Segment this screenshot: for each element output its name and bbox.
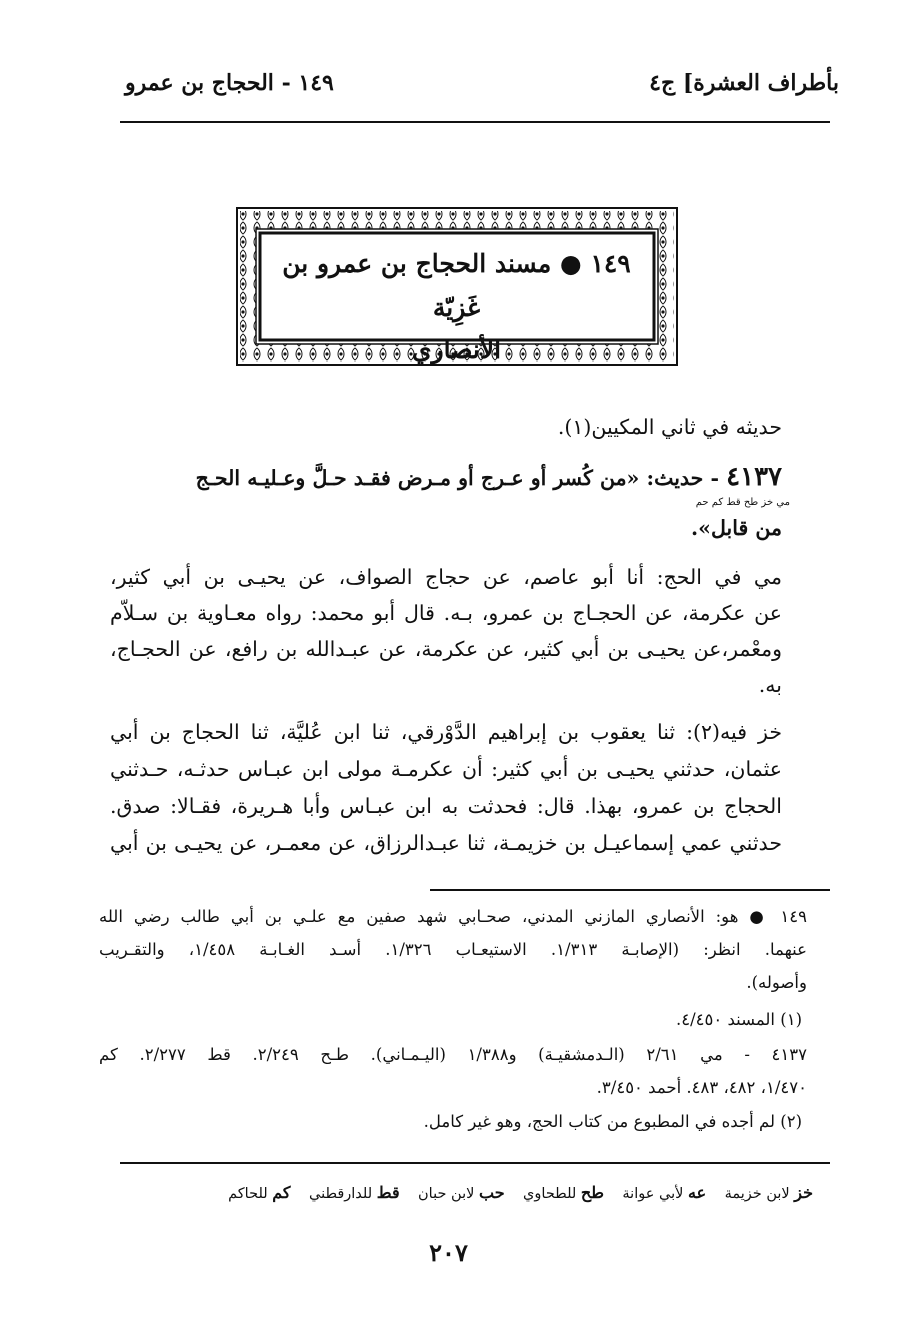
abbr-code: خز	[794, 1183, 813, 1202]
header-divider	[120, 121, 830, 123]
footnote-1: (١) المسند ٤/٤٥٠.	[675, 1010, 802, 1029]
footnote-line: وأصوله).	[746, 973, 807, 992]
paragraph-line: عثمان، حدثني يحيـى بن أبي كثير: أن عكرمـة مولى ابن عبـاس حدثـه، حـدثني	[110, 757, 782, 781]
hadith-text: - حديث: «من كُسر أو عـرج أو مـرض فقـد حـلَّ وعـليـه الحـج	[195, 466, 719, 490]
footnote-line: ١٤٩ ● هو: الأنصاري المازني المدني، صحـابي شهد صفين مع علـي بن أبي طالب رضي الله	[99, 907, 807, 926]
paragraph-line: خز فيه(٢): ثنا يعقوب بن إبراهيم الدَّوْرقي، ثنا ابن عُليَّة، ثنا الحجاج بن أبي	[110, 720, 783, 744]
abbr-code: عه	[688, 1183, 707, 1202]
abbr-text: لأبي عوانة	[622, 1186, 684, 1202]
paragraph-line: مي في الحج: أنا أبو عاصم، عن حجاج الصواف، عن يحيـى بن أبي كثير،	[110, 565, 782, 589]
intro-text: حديثه في ثاني المكيين(١).	[557, 415, 782, 439]
footnote-divider	[430, 889, 830, 891]
footnote-line: عنهما. انظر: (الإصابـة ١/٣١٣. الاستيعـاب ١/٣٢٦. أسـد الغـابـة ١/٤٥٨، والتقـريب	[99, 940, 808, 959]
footnote-2: (٢) لم أجده في المطبوع من كتاب الحج، وهو غير كامل.	[423, 1112, 802, 1131]
abbr-text: لابن خزيمة	[724, 1186, 790, 1202]
footnote-line: ٤١٣٧ - مي ٢/٦١ (الـدمشقيـة) و١/٣٨٨ (اليـمـاني). طـح ٢/٢٤٩. قط ٢/٢٧٧. كم	[99, 1045, 807, 1064]
abbr-code: حب	[479, 1183, 505, 1202]
section-title	[260, 234, 653, 364]
footnote-line: ١/٤٧٠، ٤٨٢، ٤٨٣. أحمد ٣/٤٥٠.	[596, 1078, 807, 1097]
running-header-book: بأطراف العشرة] ج٤	[649, 70, 839, 96]
paragraph-line: عن عكرمة، عن الحجـاج بن عمرو، بـه. قال أبو محمد: رواه معـاوية بن سـلاّم	[110, 601, 782, 625]
abbr-text: للحاكم	[228, 1186, 268, 1202]
paragraph-line: به.	[758, 673, 782, 697]
abbr-code: قط	[376, 1183, 400, 1202]
page-number: ٢٠٧	[429, 1238, 468, 1267]
abbreviation-key	[228, 1183, 813, 1202]
key-divider	[120, 1162, 830, 1164]
paragraph-line: حدثني عمي إسماعيـل بن خزيمـة، ثنا عبـدالرزاق، عن معمـر، عن يحيـى بن أبي	[110, 831, 782, 855]
paragraph-line: ومعْمر،عن يحيـى بن أبي كثير، عن عكرمة، عن عبـدالله بن رافع، عن الحجـاج،	[110, 637, 782, 661]
hadith-heading	[110, 462, 782, 492]
hadith-text-end: من قابل».	[691, 516, 782, 540]
abbr-text: لابن حبان	[418, 1186, 475, 1202]
hadith-sigla: مي خز طح قط كم حم	[695, 497, 790, 508]
abbr-code: كم	[272, 1183, 291, 1202]
title-line-2: الأنصاري	[411, 335, 502, 364]
abbr-code: طح	[580, 1183, 604, 1202]
hadith-number: ٤١٣٧	[726, 462, 782, 492]
paragraph-line: الحجاج بن عمرو، بهذا. قال: فحدثت به ابن عبـاس وأبا هـريرة، فقـالا: صدق.	[110, 794, 782, 818]
abbr-text: للدارقطني	[308, 1186, 373, 1202]
abbr-text: للطحاوي	[523, 1186, 577, 1202]
title-line-1: ١٤٩ ● مسند الحجاج بن عمرو بن غَزِيّة	[282, 249, 631, 322]
running-header-chapter: ١٤٩ - الحجاج بن عمرو	[125, 70, 334, 96]
